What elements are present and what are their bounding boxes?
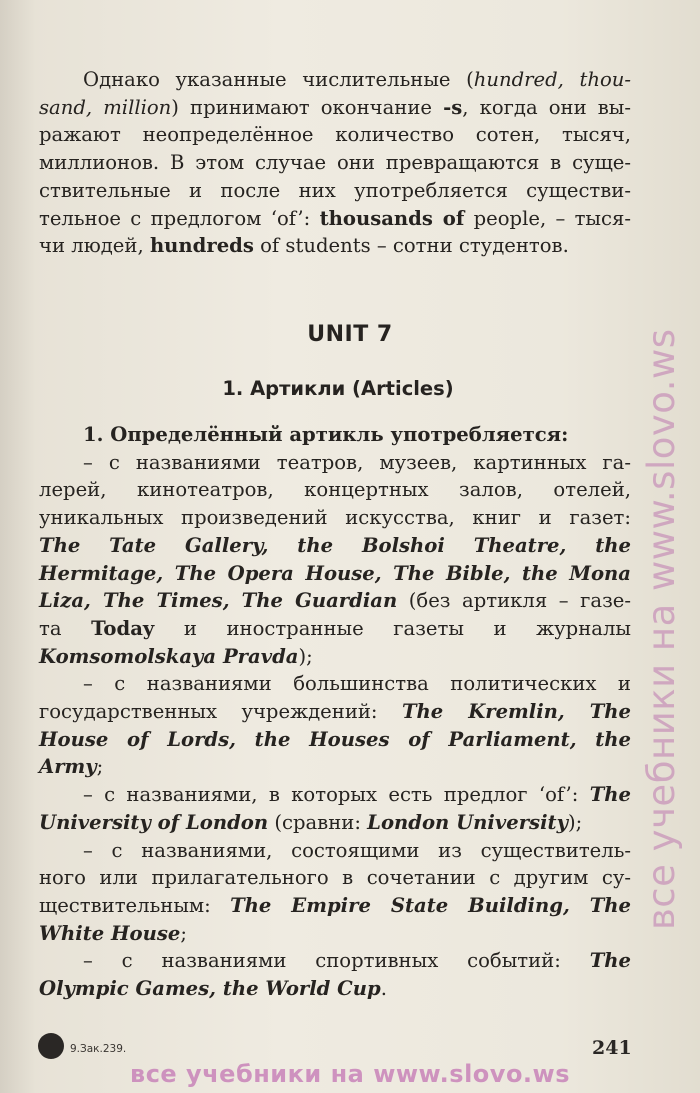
- rule-item-sports-events: – с названиями спортивных событий: The Olympic Games, the World Cup.: [39, 949, 631, 1001]
- bottom-watermark[interactable]: все учебники на www.slovo.ws: [130, 1060, 570, 1088]
- rule-item-of-preposition: – с названиями, в которых есть предлог ‘of’: The University of London (сравни: London University);: [39, 783, 631, 834]
- rule-heading: 1. Определённый артикль употребляется:: [83, 423, 569, 446]
- section-title: 1. Артикли (Articles): [222, 377, 454, 400]
- rule-item-compound-names: – с названиями, состоящими из существитель- ного или прилагательного в сочетании с другим су- ществительным: The Empire State Building, The White House;: [39, 838, 631, 945]
- unit-title: UNIT 7: [307, 322, 393, 347]
- rules-body: [39, 421, 631, 1003]
- vertical-watermark: все учебники на www.slovo.ws: [640, 328, 683, 930]
- print-mark-icon: [38, 1033, 64, 1059]
- rule-item-theatres: – с названиями театров, музеев, картинных га- лерей, кинотеатров, концертных залов, отелей, уникальных произведений искусства, книг и газет: The Tate Gallery, the Bolshoi Theatre, the Hermitage, The Opera House, The Bible, the Mona Liza, The Times, The Guardian (без артикля – газе- та Today и иностранные газеты и журналы Komsomolskaya Pravda);: [39, 450, 631, 668]
- intro-paragraph: Однако указанные числительные (hundred, thou- sand, million) принимают окончание -s, когда они вы- ражают неопределённое количество сотен, тысяч, миллионов. В этом случае они превращаются в суще- ствительные и после них употребляется существи- тельное с предлогом ‘of’: thousands of people, – тыся- чи людей, hundreds of students – сотни студентов.: [39, 68, 631, 258]
- page-number: 241: [592, 1037, 632, 1059]
- print-code: 9.Зак.239.: [70, 1043, 127, 1055]
- rule-item-institutions: – с названиями большинства политических и государственных учреждений: The Kremlin, The House of Lords, the Houses of Parliament, the Army;: [39, 672, 631, 779]
